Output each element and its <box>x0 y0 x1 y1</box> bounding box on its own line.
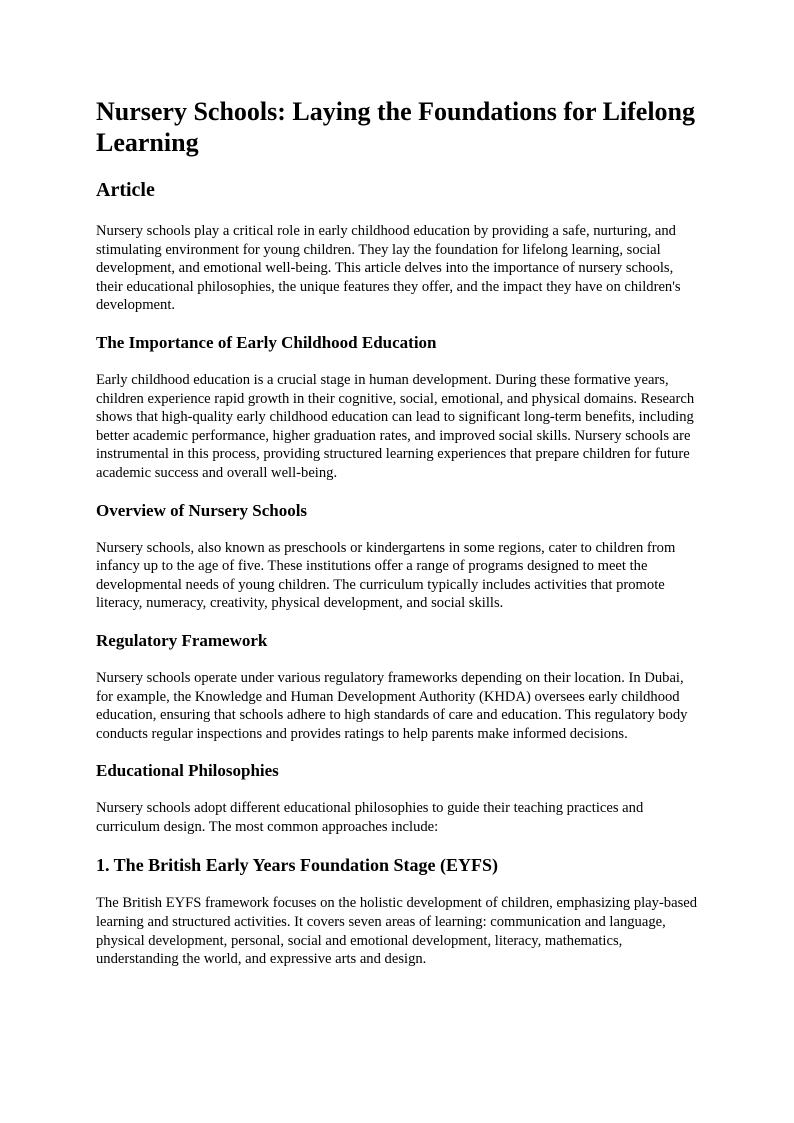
section-heading-regulatory: Regulatory Framework <box>96 630 268 650</box>
section-body-regulatory: Nursery schools operate under various regulatory frameworks depending on their location. In Dubai, for example, the Knowledge and Human Development Authority (KHDA) oversees early childhood education, ensuring that schools adhere to high standards of care and education. This regulatory body conducts regular inspections and provides ratings to help parents make informed decisions. <box>96 669 688 742</box>
section-heading-importance: The Importance of Early Childhood Education <box>96 332 437 352</box>
section-heading-eyfs: 1. The British Early Years Foundation Stage (EYFS) <box>96 855 499 876</box>
article-heading: Article <box>96 179 155 201</box>
section-body-importance: Early childhood education is a crucial stage in human development. During these formative years, children experience rapid growth in their cognitive, social, emotional, and physical domains. Research shows that high-quality early childhood education can lead to significant long-term benefits, including better academic performance, higher graduation rates, and improved social skills. Nursery schools are instrumental in this process, providing structured learning experiences that prepare children for future academic success and overall well-being. <box>96 371 695 481</box>
document-title: Nursery Schools: Laying the Foundations for Lifelong Learning <box>96 97 696 157</box>
section-heading-overview: Overview of Nursery Schools <box>96 500 308 520</box>
section-body-eyfs: The British EYFS framework focuses on the holistic development of children, emphasizing play-based learning and structured activities. It covers seven areas of learning: communication and language, physical development, personal, social and emotional development, literacy, mathematics, understanding the world, and expressive arts and design. <box>96 895 698 968</box>
section-heading-philosophies: Educational Philosophies <box>96 761 279 781</box>
intro-paragraph: Nursery schools play a critical role in early childhood education by providing a safe, nurturing, and stimulating environment for young children. They lay the foundation for lifelong learning, social development, and emotional well-being. This article delves into the importance of nursery schools, their educational philosophies, the unique features they offer, and the impact they have on children's development. <box>96 223 681 314</box>
section-body-philosophies: Nursery schools adopt different educational philosophies to guide their teaching practices and curriculum design. The most common approaches include: <box>96 800 644 835</box>
document-page <box>96 96 700 987</box>
section-body-overview: Nursery schools, also known as preschools or kindergartens in some regions, cater to children from infancy up to the age of five. These institutions offer a range of programs designed to meet the developmental needs of young children. The curriculum typically includes activities that promote literacy, numeracy, creativity, physical development, and social skills. <box>96 539 676 612</box>
